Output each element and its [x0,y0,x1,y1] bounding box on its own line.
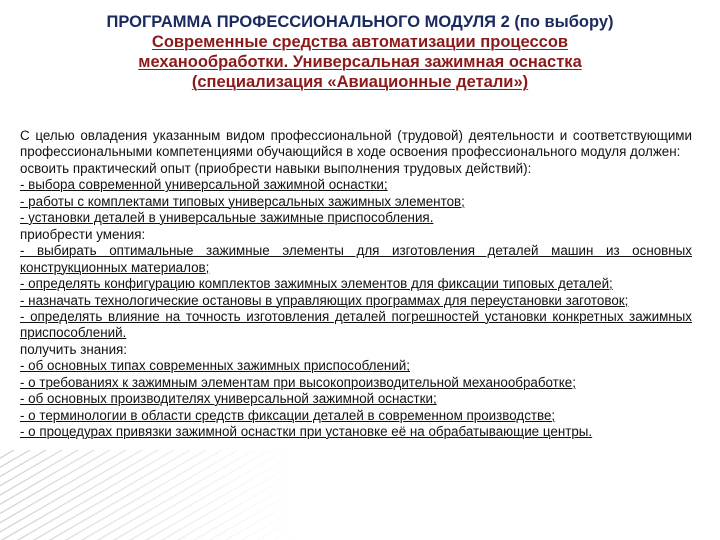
experience-item: - работы с комплектами типовых универсальных зажимных элементов; [20,193,465,209]
knowledge-item: - о требованиях к зажимным элементам при высокопроизводительной механообработке; [20,374,576,390]
intro-paragraph: С целью овладения указанным видом профессиональной (трудовой) деятельности и соответствующими профессиональными компетенциями обучающийся в ходе освоения профессионального модуля должен: [20,128,692,160]
section-knowledge-heading: получить знания: [20,341,128,357]
section-experience-heading: освоить практический опыт (приобрести навыки выполнения трудовых действий): [20,160,532,176]
knowledge-item: - об основных производителях универсальной зажимной оснастки; [20,391,437,407]
experience-item: - установки деталей в универсальные зажимные приспособления. [20,210,434,226]
experience-item: - выбора современной универсальной зажимной оснастки; [20,177,388,193]
title-line-topic-2: механообработки. Универсальная зажимная оснастка [138,53,582,71]
skill-item: - назначать технологические остановы в управляющих программах для переустановки заготовок; [20,292,629,308]
skill-item: - определять влияние на точность изготовления деталей погрешностей установки конкретных зажимных приспособлений. [20,308,692,341]
title-line-specialization: (специализация «Авиационные детали») [191,73,529,91]
knowledge-item: - о терминологии в области средств фиксации деталей в современном производстве; [20,407,556,423]
module-description [20,128,692,441]
slide-title [0,12,720,92]
knowledge-item: - о процедурах привязки зажимной оснастки при установке её на обрабатывающие центры. [20,424,593,440]
skill-item: - выбирать оптимальные зажимные элементы для изготовления деталей машин из основных конструкционных материалов; [20,243,692,275]
decorative-stripes [0,450,300,540]
title-line-program: ПРОГРАММА ПРОФЕССИОНАЛЬНОГО МОДУЛЯ 2 (по выбору) [106,13,614,31]
title-line-topic-1: Современные средства автоматизации процессов [151,33,569,51]
knowledge-item: - об основных типах современных зажимных приспособлений; [20,358,410,374]
section-skills-heading: приобрести умения: [20,226,146,242]
skill-item: - определять конфигурацию комплектов зажимных элементов для фиксации типовых деталей; [20,276,613,292]
